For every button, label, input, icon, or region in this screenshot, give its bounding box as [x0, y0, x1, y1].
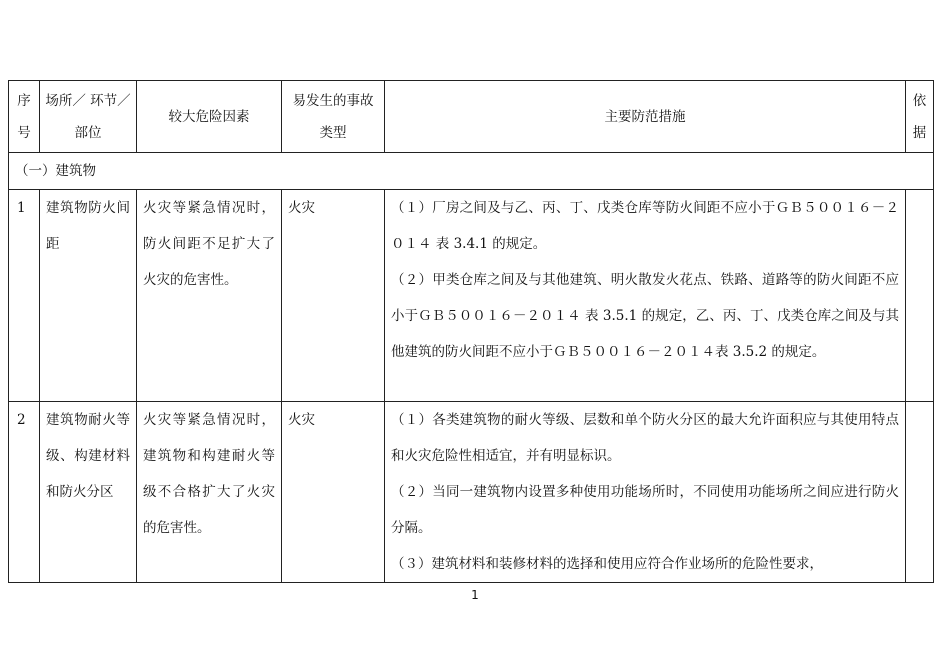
- row-seq: 1: [9, 190, 40, 402]
- measure-item: （３）建筑材料和装修材料的选择和使用应符合作业场所的危险性要求，: [391, 556, 823, 572]
- row-hazard: 火灾等紧急情况时，建筑物和构建耐火等级不合格扩大了火灾的危害性。: [137, 402, 282, 583]
- table-row: [9, 190, 934, 402]
- risk-table: [8, 80, 934, 583]
- row-basis: [906, 190, 934, 402]
- row-place: 建筑物耐火等级、构建材料和防火分区: [40, 402, 137, 583]
- section-title: （一）建筑物: [9, 153, 934, 190]
- header-basis: 依据: [906, 81, 934, 153]
- row-measures: [385, 402, 906, 583]
- section-row: [9, 153, 934, 190]
- measure-item: （１）厂房之间及与乙、丙、丁、戊类仓库等防火间距不应小于ＧＢ５００１６－２０１４ 表 3.4.1 的规定。: [391, 200, 899, 252]
- measure-item: （２）当同一建筑物内设置多种使用功能场所时，不同使用功能场所之间应进行防火分隔。: [391, 484, 899, 536]
- row-hazard: 火灾等紧急情况时，防火间距不足扩大了火灾的危害性。: [137, 190, 282, 402]
- measure-item: （２）甲类仓库之间及与其他建筑、明火散发火花点、铁路、道路等的防火间距不应小于ＧＢ５００１６－２０１４ 表 3.5.1 的规定，乙、丙、丁、戊类仓库之间及与其他建筑的防火间距不应小于ＧＢ５００１６－２０１４表 3.5.2 的规定。: [391, 272, 899, 360]
- row-seq: 2: [9, 402, 40, 583]
- table-header-row: [9, 81, 934, 153]
- row-accident: 火灾: [282, 402, 385, 583]
- page-number: 1: [471, 588, 479, 602]
- header-place: 场所／ 环节／ 部位: [40, 81, 137, 153]
- header-hazard: 较大危险因素: [137, 81, 282, 153]
- header-seq: 序号: [9, 81, 40, 153]
- header-accident: 易发生的事故类型: [282, 81, 385, 153]
- row-measures: [385, 190, 906, 402]
- table-row: [9, 402, 934, 583]
- measure-item: （１）各类建筑物的耐火等级、层数和单个防火分区的最大允许面积应与其使用特点和火灾危险性相适宜，并有明显标识。: [391, 412, 899, 464]
- row-accident: 火灾: [282, 190, 385, 402]
- header-measures: 主要防范措施: [385, 81, 906, 153]
- row-basis: [906, 402, 934, 583]
- row-place: 建筑物防火间距: [40, 190, 137, 402]
